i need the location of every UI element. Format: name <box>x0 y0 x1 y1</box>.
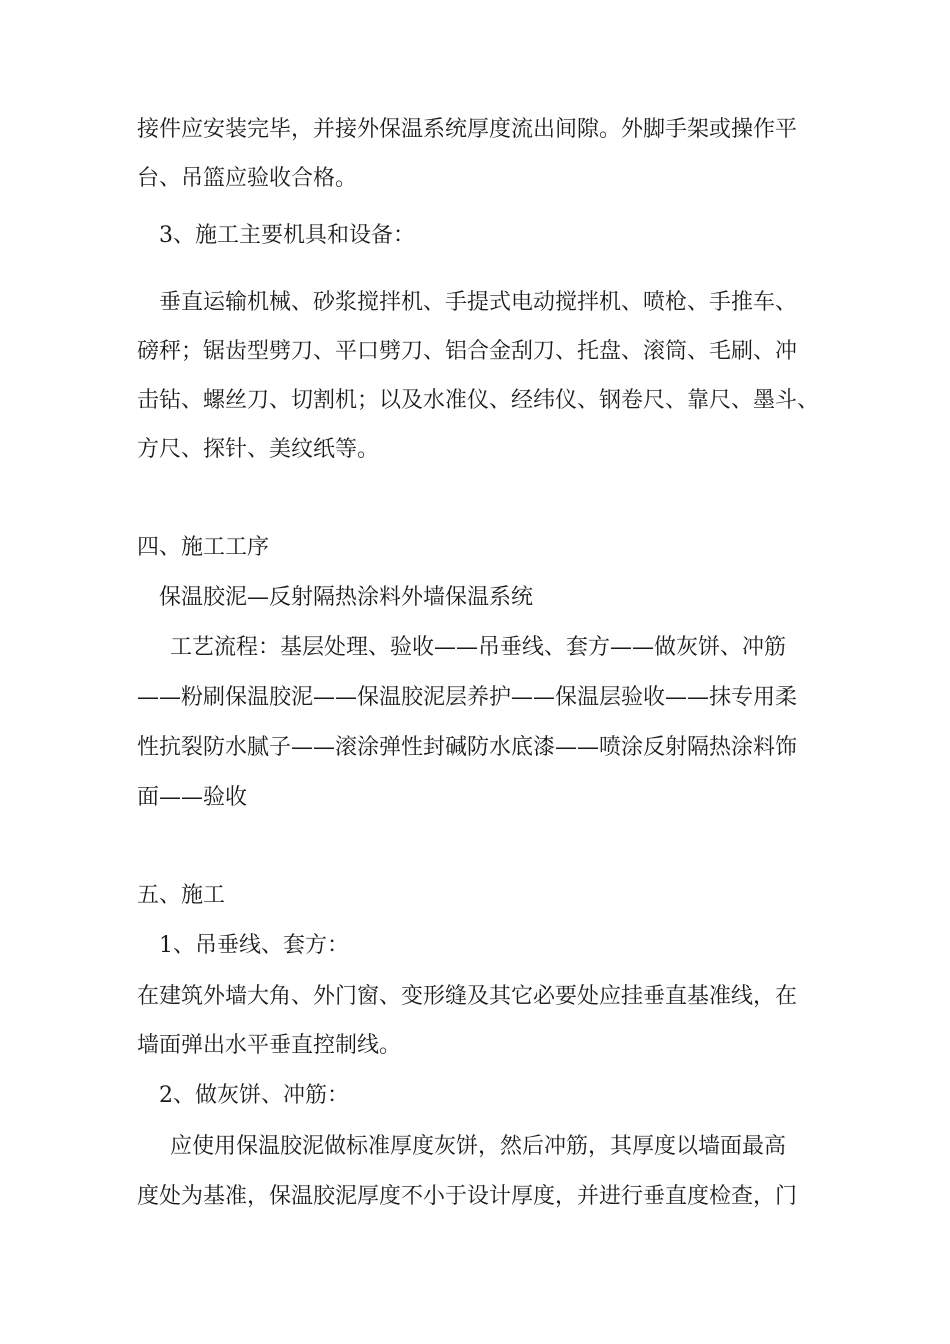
section-heading: 1、吊垂线、套方： <box>159 933 349 958</box>
text-line: ——粉刷保温胶泥——保温胶泥层养护——保温层验收——抹专用柔 <box>137 685 798 710</box>
text-line: 性抗裂防水腻子——滚涂弹性封碱防水底漆——喷涂反射隔热涂料饰 <box>137 735 798 760</box>
text-line: 接件应安装完毕，并接外保温系统厚度流出间隙。外脚手架或操作平 <box>137 117 798 142</box>
chapter-heading: 四、施工工序 <box>137 535 270 560</box>
text-line: 方尺、探针、美纹纸等。 <box>137 437 380 462</box>
text-line: 面——验收 <box>137 785 248 810</box>
section-heading: 2、做灰饼、冲筋： <box>159 1083 349 1108</box>
subsection-title: 保温胶泥—反射隔热涂料外墙保温系统 <box>159 585 534 610</box>
text-line: 垂直运输机械、砂浆搅拌机、手提式电动搅拌机、喷枪、手推车、 <box>159 290 798 315</box>
text-line: 墙面弹出水平垂直控制线。 <box>137 1033 402 1058</box>
text-line: 度处为基准，保温胶泥厚度不小于设计厚度，并进行垂直度检查，门 <box>137 1184 798 1209</box>
text-line: 工艺流程：基层处理、验收——吊垂线、套方——做灰饼、冲筋 <box>170 635 787 660</box>
text-line: 击钻、螺丝刀、切割机；以及水准仪、经纬仪、钢卷尺、靠尺、墨斗、 <box>137 388 820 413</box>
text-line: 应使用保温胶泥做标准厚度灰饼，然后冲筋，其厚度以墙面最高 <box>170 1134 787 1159</box>
text-line: 在建筑外墙大角、外门窗、变形缝及其它必要处应挂垂直基准线，在 <box>137 984 798 1009</box>
section-heading: 3、施工主要机具和设备： <box>159 223 415 248</box>
text-line: 台、吊篮应验收合格。 <box>137 166 358 191</box>
chapter-heading: 五、施工 <box>137 883 226 908</box>
text-line: 磅秤；锯齿型劈刀、平口劈刀、铝合金刮刀、托盘、滚筒、毛刷、冲 <box>137 339 798 364</box>
